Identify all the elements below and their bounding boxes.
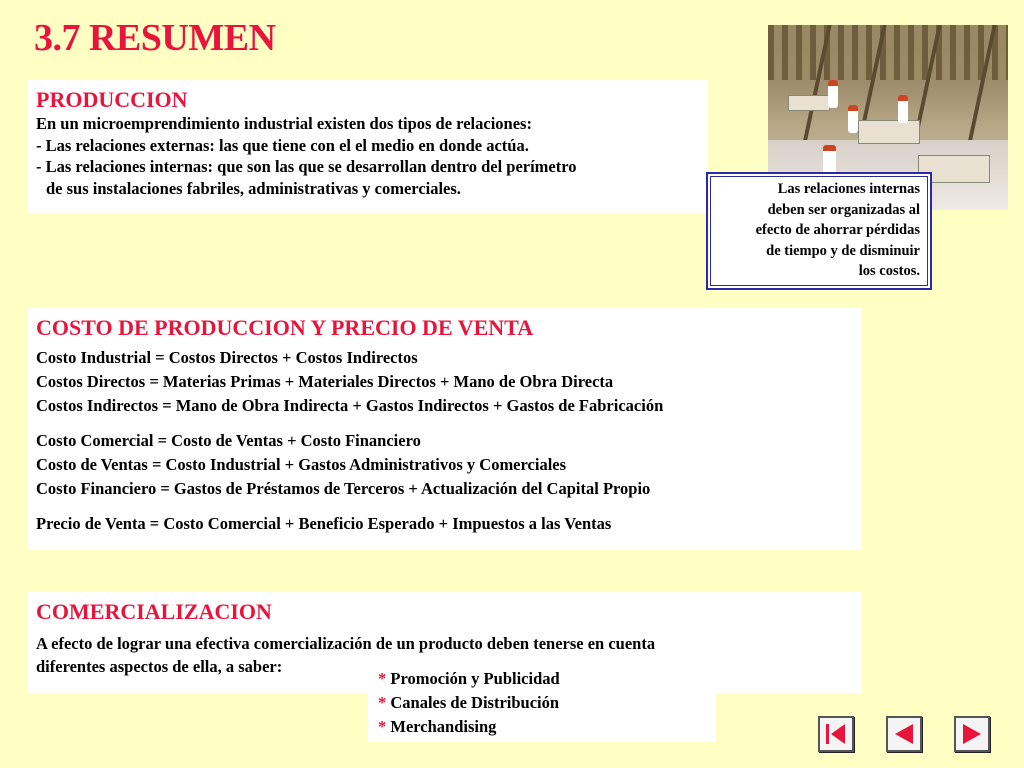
formula-line: Costo Financiero = Gastos de Préstamos de Terceros + Actualización del Capital Propio: [36, 479, 651, 498]
caption-line: efecto de ahorrar pérdidas: [755, 222, 920, 238]
produccion-line: de sus instalaciones fabriles, administrativas y comerciales.: [46, 178, 461, 198]
caption-note: [706, 172, 932, 290]
produccion-section: [28, 79, 708, 213]
formula-line: Costo de Ventas = Costo Industrial + Gastos Administrativos y Comerciales: [36, 455, 567, 474]
bullet-icon: *: [378, 693, 387, 712]
comercializacion-heading: COMERCIALIZACION: [36, 599, 272, 624]
formula-line: Costo Industrial = Costos Directos + Costos Indirectos: [36, 348, 418, 367]
formula-line: Costos Indirectos = Mano de Obra Indirecta + Gastos Indirectos + Gastos de Fabricación: [36, 396, 664, 415]
formula-line: Precio de Venta = Costo Comercial + Beneficio Esperado + Impuestos a las Ventas: [36, 514, 612, 533]
next-slide-button[interactable]: [954, 716, 990, 752]
precio-venta-group: [36, 512, 862, 536]
produccion-line: - Las relaciones internas: que son las que se desarrollan dentro del perímetro: [36, 157, 577, 176]
caption-line: de tiempo y de disminuir: [766, 242, 920, 259]
first-slide-button[interactable]: [818, 716, 854, 752]
list-item: [378, 715, 716, 739]
comercializacion-line: A efecto de lograr una efectiva comercialización de un producto deben tenerse en cuenta: [36, 634, 656, 653]
caption-line: deben ser organizadas al: [767, 201, 920, 218]
list-item-label: Merchandising: [390, 717, 497, 736]
slide-title: 3.7 RESUMEN: [34, 17, 276, 59]
aspects-list: [368, 666, 716, 742]
costo-section: [28, 308, 862, 550]
formula-line: Costo Comercial = Costo de Ventas + Costo Financiero: [36, 431, 421, 450]
caption-line: Las relaciones internas: [777, 181, 920, 197]
list-item: [378, 667, 716, 691]
produccion-heading: PRODUCCION: [36, 87, 188, 112]
costo-heading: COSTO DE PRODUCCION Y PRECIO DE VENTA: [36, 315, 534, 340]
list-item-label: Promoción y Publicidad: [390, 669, 560, 688]
produccion-line: - Las relaciones externas: las que tiene con el el medio en donde actúa.: [36, 135, 529, 155]
costo-comercial-group: [36, 429, 862, 501]
arrow-right-icon: [959, 722, 985, 746]
formula-line: Costos Directos = Materias Primas + Materiales Directos + Mano de Obra Directa: [36, 372, 614, 391]
produccion-line: En un microemprendimiento industrial existen dos tipos de relaciones:: [36, 114, 532, 133]
list-item-label: Canales de Distribución: [390, 693, 560, 712]
comercializacion-line: diferentes aspectos de ella, a saber:: [36, 657, 283, 676]
bullet-icon: *: [378, 717, 387, 736]
caption-line: los costos.: [858, 263, 920, 279]
previous-slide-button[interactable]: [886, 716, 922, 752]
list-item: [378, 691, 716, 715]
bullet-icon: *: [378, 669, 387, 688]
costo-industrial-group: [36, 346, 862, 418]
skip-back-icon: [823, 722, 849, 746]
arrow-left-icon: [891, 722, 917, 746]
